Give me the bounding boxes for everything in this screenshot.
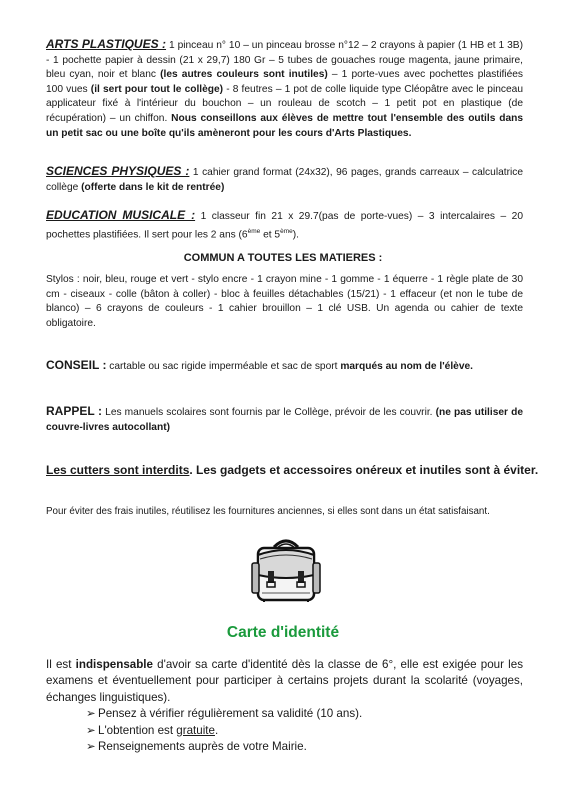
arts-title: ARTS PLASTIQUES : bbox=[46, 37, 167, 51]
identite-text-2: d'avoir sa carte d'identité dès la classe de 6°, elle est exigée pour les examens et éventuellement pour participer à certains projets durant la scolarité (voyages, échanges linguistiques). bbox=[46, 658, 523, 704]
rappel-bold: (ne pas utiliser de couvre-livres autocollant) bbox=[46, 407, 523, 433]
sciences-title: SCIENCES PHYSIQUES : bbox=[46, 164, 190, 178]
conseil-bold: marqués au nom de l'élève. bbox=[340, 361, 473, 372]
sciences-paragraph bbox=[46, 164, 523, 195]
musique-sup-2: ème bbox=[280, 227, 293, 235]
conseil-paragraph bbox=[46, 358, 523, 375]
arrow-bullet-icon: ➢ bbox=[86, 740, 96, 754]
arts-bold-2: (il sert pour tout le collège) bbox=[90, 83, 224, 95]
arts-text-3: - 8 feutres – 1 pot de colle liquide type Cléopâtre avec le pinceau applicateur fixé à l'intérieur du bouchon – un rouleau de scotch – 1 petit pot en plastique (de récupération) – un chiffon. bbox=[46, 83, 523, 124]
musique-text-2: et 5 bbox=[260, 228, 281, 240]
arts-bold-3: Nous conseillons aux élèves de mettre tout l'ensemble des outils dans un petit sac ou une boîte qu'ils amèneront pour les cours d'Arts Plastiques. bbox=[46, 112, 523, 139]
identite-bold: indispensable bbox=[75, 658, 153, 671]
rappel-title: RAPPEL : bbox=[46, 404, 103, 418]
identite-text-1: Il est bbox=[46, 658, 76, 671]
sciences-bold: (offerte dans le kit de rentrée) bbox=[81, 181, 225, 193]
musique-paragraph bbox=[46, 208, 523, 243]
bullet-underlined: gratuite bbox=[176, 723, 215, 737]
arts-text-1: 1 pinceau n° 10 – un pinceau brosse n°12 – 2 crayons à papier (1 HB et 1 3B) - 1 pochette papier à dessin (21 x 29,7) 180 Gr – 5 tubes de gouaches rouge magenta, jaune primaire, bleu cyan, noir et blanc bbox=[46, 40, 523, 81]
arts-paragraph bbox=[46, 37, 523, 141]
commun-paragraph: Stylos : noir, bleu, rouge et vert - stylo encre - 1 crayon mine - 1 gomme - 1 équerre - 1 règle plate de 30 cm - ciseaux - colle (bâton à coller) - bloc à feuilles détachables (15/21) - 1 effaceur (et non le tube de blanco) – 6 crayons de couleurs - 1 cahier brouillon – 1 clé USB. Un agenda ou cahier de texte obligatoire. bbox=[46, 274, 523, 329]
bullet-text-end: . bbox=[214, 723, 219, 737]
school-bag-icon bbox=[246, 533, 326, 603]
musique-text-1: 1 classeur fin 21 x 29.7(pas de porte-vues) – 3 intercalaires – 20 pochettes plastifiées. Il sert pour les 2 ans (6 bbox=[46, 211, 523, 240]
bullet-item-mairie bbox=[86, 739, 362, 756]
arrow-bullet-icon: ➢ bbox=[86, 707, 96, 720]
bullet-item-obtention bbox=[86, 723, 362, 740]
arrow-bullet-icon: ➢ bbox=[86, 723, 96, 737]
identite-paragraph bbox=[46, 657, 523, 706]
musique-title: EDUCATION MUSICALE : bbox=[46, 208, 196, 222]
rappel-paragraph bbox=[46, 404, 523, 435]
bullet-text: L'obtention est bbox=[98, 723, 177, 737]
identite-title: Carte d'identité bbox=[226, 624, 340, 641]
bullet-text: Pensez à vérifier régulièrement sa validité (10 ans). bbox=[98, 707, 363, 720]
bullet-text: Renseignements auprès de votre Mairie. bbox=[98, 740, 307, 754]
identite-bullet-list bbox=[86, 706, 362, 756]
musique-text-3: ). bbox=[292, 228, 299, 240]
arts-bold-1: (les autres couleurs sont inutiles) bbox=[160, 69, 328, 81]
warning-underlined: Les cutters sont interdits bbox=[46, 463, 190, 477]
tip-paragraph: Pour éviter des frais inutiles, réutilisez les fournitures anciennes, si elles sont dans un état satisfaisant. bbox=[46, 506, 490, 517]
warning-line bbox=[46, 462, 539, 478]
conseil-text: cartable ou sac rigide imperméable et sac de sport bbox=[106, 361, 341, 372]
bullet-item-validite bbox=[86, 706, 362, 723]
arts-text-2: – 1 porte-vues avec pochettes plastifiées 100 vues bbox=[46, 69, 523, 95]
musique-sup-1: ème bbox=[247, 227, 261, 235]
sciences-text: 1 cahier grand format (24x32), 96 pages, grands carreaux – calculatrice collège bbox=[46, 167, 523, 193]
rappel-text: Les manuels scolaires sont fournis par le Collège, prévoir de les couvrir. bbox=[102, 407, 436, 418]
commun-title: COMMUN A TOUTES LES MATIERES : bbox=[183, 252, 383, 264]
conseil-title: CONSEIL : bbox=[46, 358, 107, 372]
warning-rest: . Les gadgets et accessoires onéreux et inutiles sont à éviter. bbox=[189, 463, 539, 477]
